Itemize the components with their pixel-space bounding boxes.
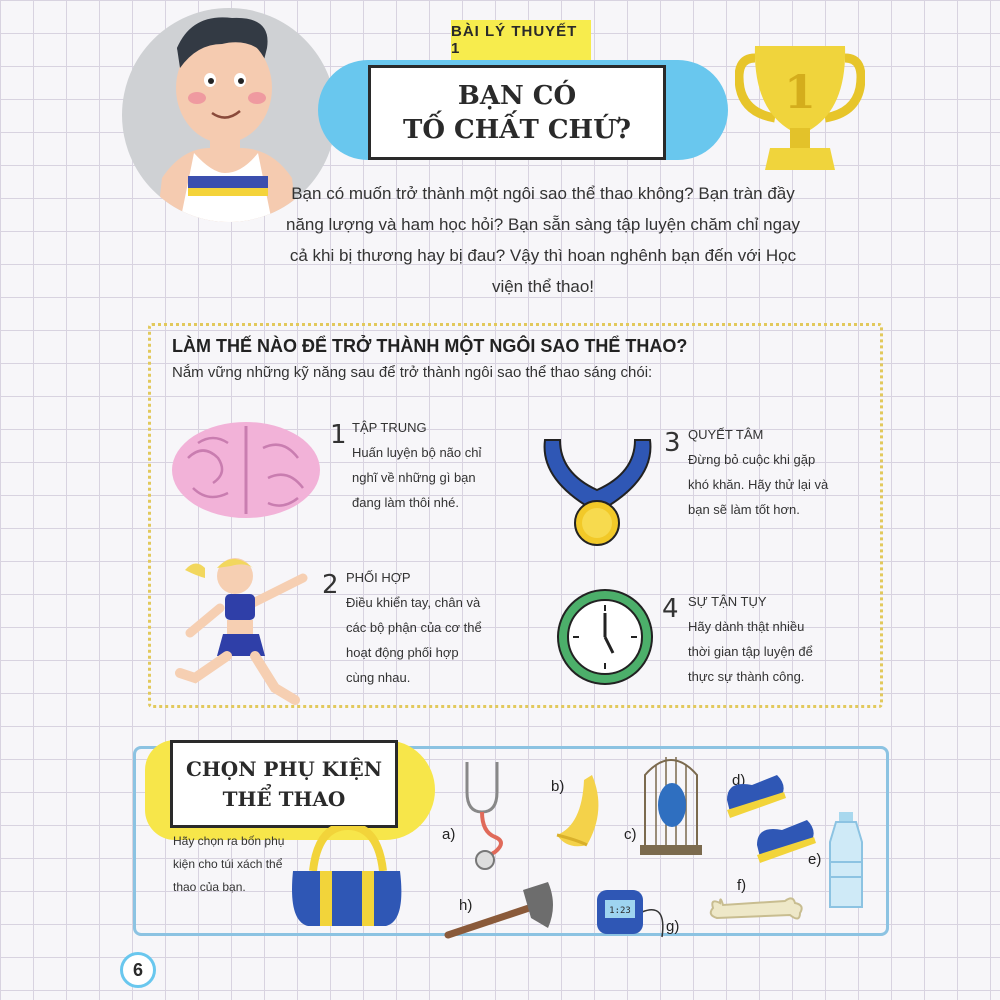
- accessories-title-line-2: THỂ THAO: [222, 787, 346, 811]
- skill-title: PHỐI HỢP: [346, 570, 411, 585]
- option-a-label[interactable]: a): [442, 826, 456, 843]
- clock-illustration: [555, 587, 655, 692]
- option-d-label[interactable]: d): [732, 772, 746, 789]
- water-bottle-icon: [826, 812, 866, 912]
- option-f-label[interactable]: f): [737, 877, 747, 894]
- trophy-number: 1: [783, 65, 817, 119]
- intro-paragraph: Bạn có muốn trở thành một ngôi sao thể thao không? Bạn tràn đầy năng lượng và ham học hỏi? Bạn sẵn sàng tập luyện chăm chỉ ngay cả khi bị thương hay bị đau? Vậy thì hoan nghênh bạn đến với Học viện thể thao!: [286, 184, 800, 296]
- skill-number: 1: [330, 420, 347, 450]
- skill-title: SỰ TẬN TỤY: [688, 594, 767, 609]
- option-g-label[interactable]: g): [666, 918, 680, 935]
- skill-description: Huấn luyện bộ não chỉ nghĩ về những gì bạn đang làm thôi nhé.: [352, 445, 482, 510]
- page-number: 6: [120, 952, 156, 988]
- accessories-title-line-1: CHỌN PHỤ KIỆN: [185, 757, 383, 781]
- sneakers-icon: [722, 770, 817, 865]
- banana-icon: [552, 770, 612, 850]
- lesson-tag: BÀI LÝ THUYẾT 1: [451, 20, 591, 60]
- stopwatch-display: 1:23: [609, 906, 631, 916]
- option-a-stethoscope[interactable]: [455, 757, 510, 877]
- option-d-sneakers[interactable]: [722, 770, 817, 870]
- option-h-axe[interactable]: [443, 880, 558, 945]
- skill-description: Điều khiển tay, chân và các bộ phận của cơ thể hoạt động phối hợp cùng nhau.: [346, 595, 482, 685]
- birdcage-icon: [640, 745, 702, 857]
- sports-bag-illustration: [278, 826, 413, 936]
- skill-title: QUYẾT TÂM: [688, 427, 764, 442]
- option-b-label[interactable]: b): [551, 778, 565, 795]
- brain-illustration: [168, 418, 323, 528]
- option-g-stopwatch[interactable]: [592, 882, 667, 947]
- option-c-birdcage[interactable]: [640, 745, 702, 862]
- trophy-illustration: [735, 38, 865, 178]
- runner-icon: [175, 548, 310, 708]
- skill-number: 4: [662, 594, 679, 624]
- stethoscope-icon: [455, 757, 510, 872]
- accessories-title: [170, 740, 398, 828]
- skill-description: Hãy dành thật nhiều thời gian tập luyện để thực sự thành công.: [688, 619, 813, 684]
- option-b-banana[interactable]: [552, 770, 612, 855]
- title-line-2: TỐ CHẤT CHỨ?: [402, 114, 632, 145]
- skills-heading: LÀM THẾ NÀO ĐỂ TRỞ THÀNH MỘT NGÔI SAO THỂ THAO?: [172, 336, 688, 356]
- option-c-label[interactable]: c): [624, 826, 637, 843]
- option-e-water-bottle[interactable]: [826, 812, 866, 917]
- page-title: [368, 65, 666, 160]
- axe-icon: [443, 880, 558, 940]
- option-h-label[interactable]: h): [459, 897, 473, 914]
- clock-icon: [555, 587, 655, 687]
- trophy-icon: [735, 38, 865, 178]
- sports-bag-icon: [278, 826, 413, 931]
- skill-number: 2: [322, 570, 339, 600]
- medal-icon: [535, 428, 660, 553]
- title-line-1: BẠN CÓ: [457, 80, 577, 111]
- runner-illustration: [175, 548, 310, 713]
- option-e-label[interactable]: e): [808, 851, 822, 868]
- accessories-instructions: Hãy chọn ra bốn phụ kiện cho túi xách thể thao của bạn.: [173, 834, 285, 894]
- skill-title: TẬP TRUNG: [352, 420, 427, 435]
- skill-number: 3: [664, 428, 681, 458]
- skills-subheading: Nắm vững những kỹ năng sau để trở thành ngôi sao thể thao sáng chói:: [172, 364, 653, 381]
- stopwatch-icon: [592, 882, 667, 942]
- brain-icon: [168, 418, 323, 523]
- medal-illustration: [535, 428, 660, 558]
- skill-description: Đừng bỏ cuộc khi gặp khó khăn. Hãy thử lại và bạn sẽ làm tốt hơn.: [688, 452, 829, 517]
- bone-icon: [705, 893, 805, 933]
- option-f-bone[interactable]: [705, 893, 805, 938]
